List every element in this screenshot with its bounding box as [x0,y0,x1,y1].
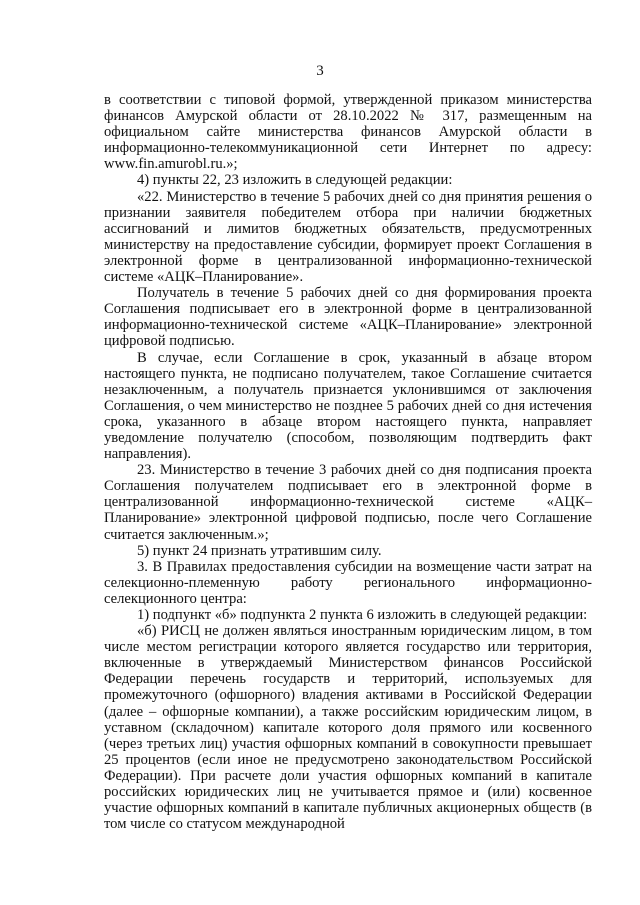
page-number: 3 [316,63,324,79]
paragraph-subitem-1: 1) подпункт «б» подпункта 2 пункта 6 изложить в следующей редакции: [137,607,588,623]
paragraph-item-5: 5) пункт 24 признать утратившим силу. [137,542,382,559]
paragraph-subitem-b: «б) РИСЦ не должен являться иностранным юридическим лицом, в том числе местом регистрации которого является государство или территория, включенные в утверждаемый Министерством финансов Российской Федерации перечень государств и территорий, используемых для промежуточного (офшорного) владения активами в Российской Федерации (далее – офшорные компании), а также российским юридическим лицом, в уставном (складочном) капитале которого доля прямого или косвенного (через третьих лиц) участия офшорных компаний в совокупности превышает 25 процентов (если иное не предусмотрено законодательством Российской Федерации). При расчете доли участия офшорных компаний в капитале российских юридических лиц не учитывается прямое и (или) косвенное участие офшорных компаний в капитале публичных акционерных обществ (в том числе со статусом международной [104,623,592,833]
paragraph-continuation: в соответствии с типовой формой, утвержденной приказом министерства финансов Амурской области от 28.10.2022 № 317, размещенным на официальном сайте министерства финансов Амурской области в информационно-телекоммуникационной сети Интернет по адресу: www.fin.amurobl.ru.»; [104,92,592,173]
paragraph-item-4: 4) пункты 22, 23 изложить в следующей редакции: [137,172,453,189]
paragraph-section-3: 3. В Правилах предоставления субсидии на возмещение части затрат на селекционно-племенную работу регионального информационно-селекционного центра: [104,558,592,607]
document-body [104,92,592,832]
paragraph-recipient-signing: Получатель в течение 5 рабочих дней со дня формирования проекта Соглашения подписывает его в электронной форме в централизованной информационно-технической системе «АЦК–Планирование» электронной цифровой подписью. [104,285,592,350]
paragraph-unsigned-agreement: В случае, если Соглашение в срок, указанный в абзаце втором настоящего пункта, не подписано получателем, такое Соглашение считается незаключенным, а получатель признается уклонившимся от заключения Соглашения, о чем министерство не позднее 5 рабочих дней со дня истечения срока, указанного в абзаце втором настоящего пункта, направляет уведомление получателю (способом, позволяющим подтвердить факт направления). [104,349,592,463]
paragraph-clause-22: «22. Министерство в течение 5 рабочих дней со дня принятия решения о признании заявителя победителем отбора при наличии бюджетных ассигнований и лимитов бюджетных обязательств, предусмотренных министерству на предоставление субсидии, формирует проект Соглашения в электронной форме в централизованной информационно-технической системе «АЦК–Планирование». [104,188,592,286]
paragraph-clause-23: 23. Министерство в течение 3 рабочих дней со дня подписания проекта Соглашения получателем подписывает его в электронной форме в централизованной информационно-технической системе «АЦК–Планирование» электронной цифровой подписью, после чего Соглашение считается заключенным.»; [104,462,592,543]
